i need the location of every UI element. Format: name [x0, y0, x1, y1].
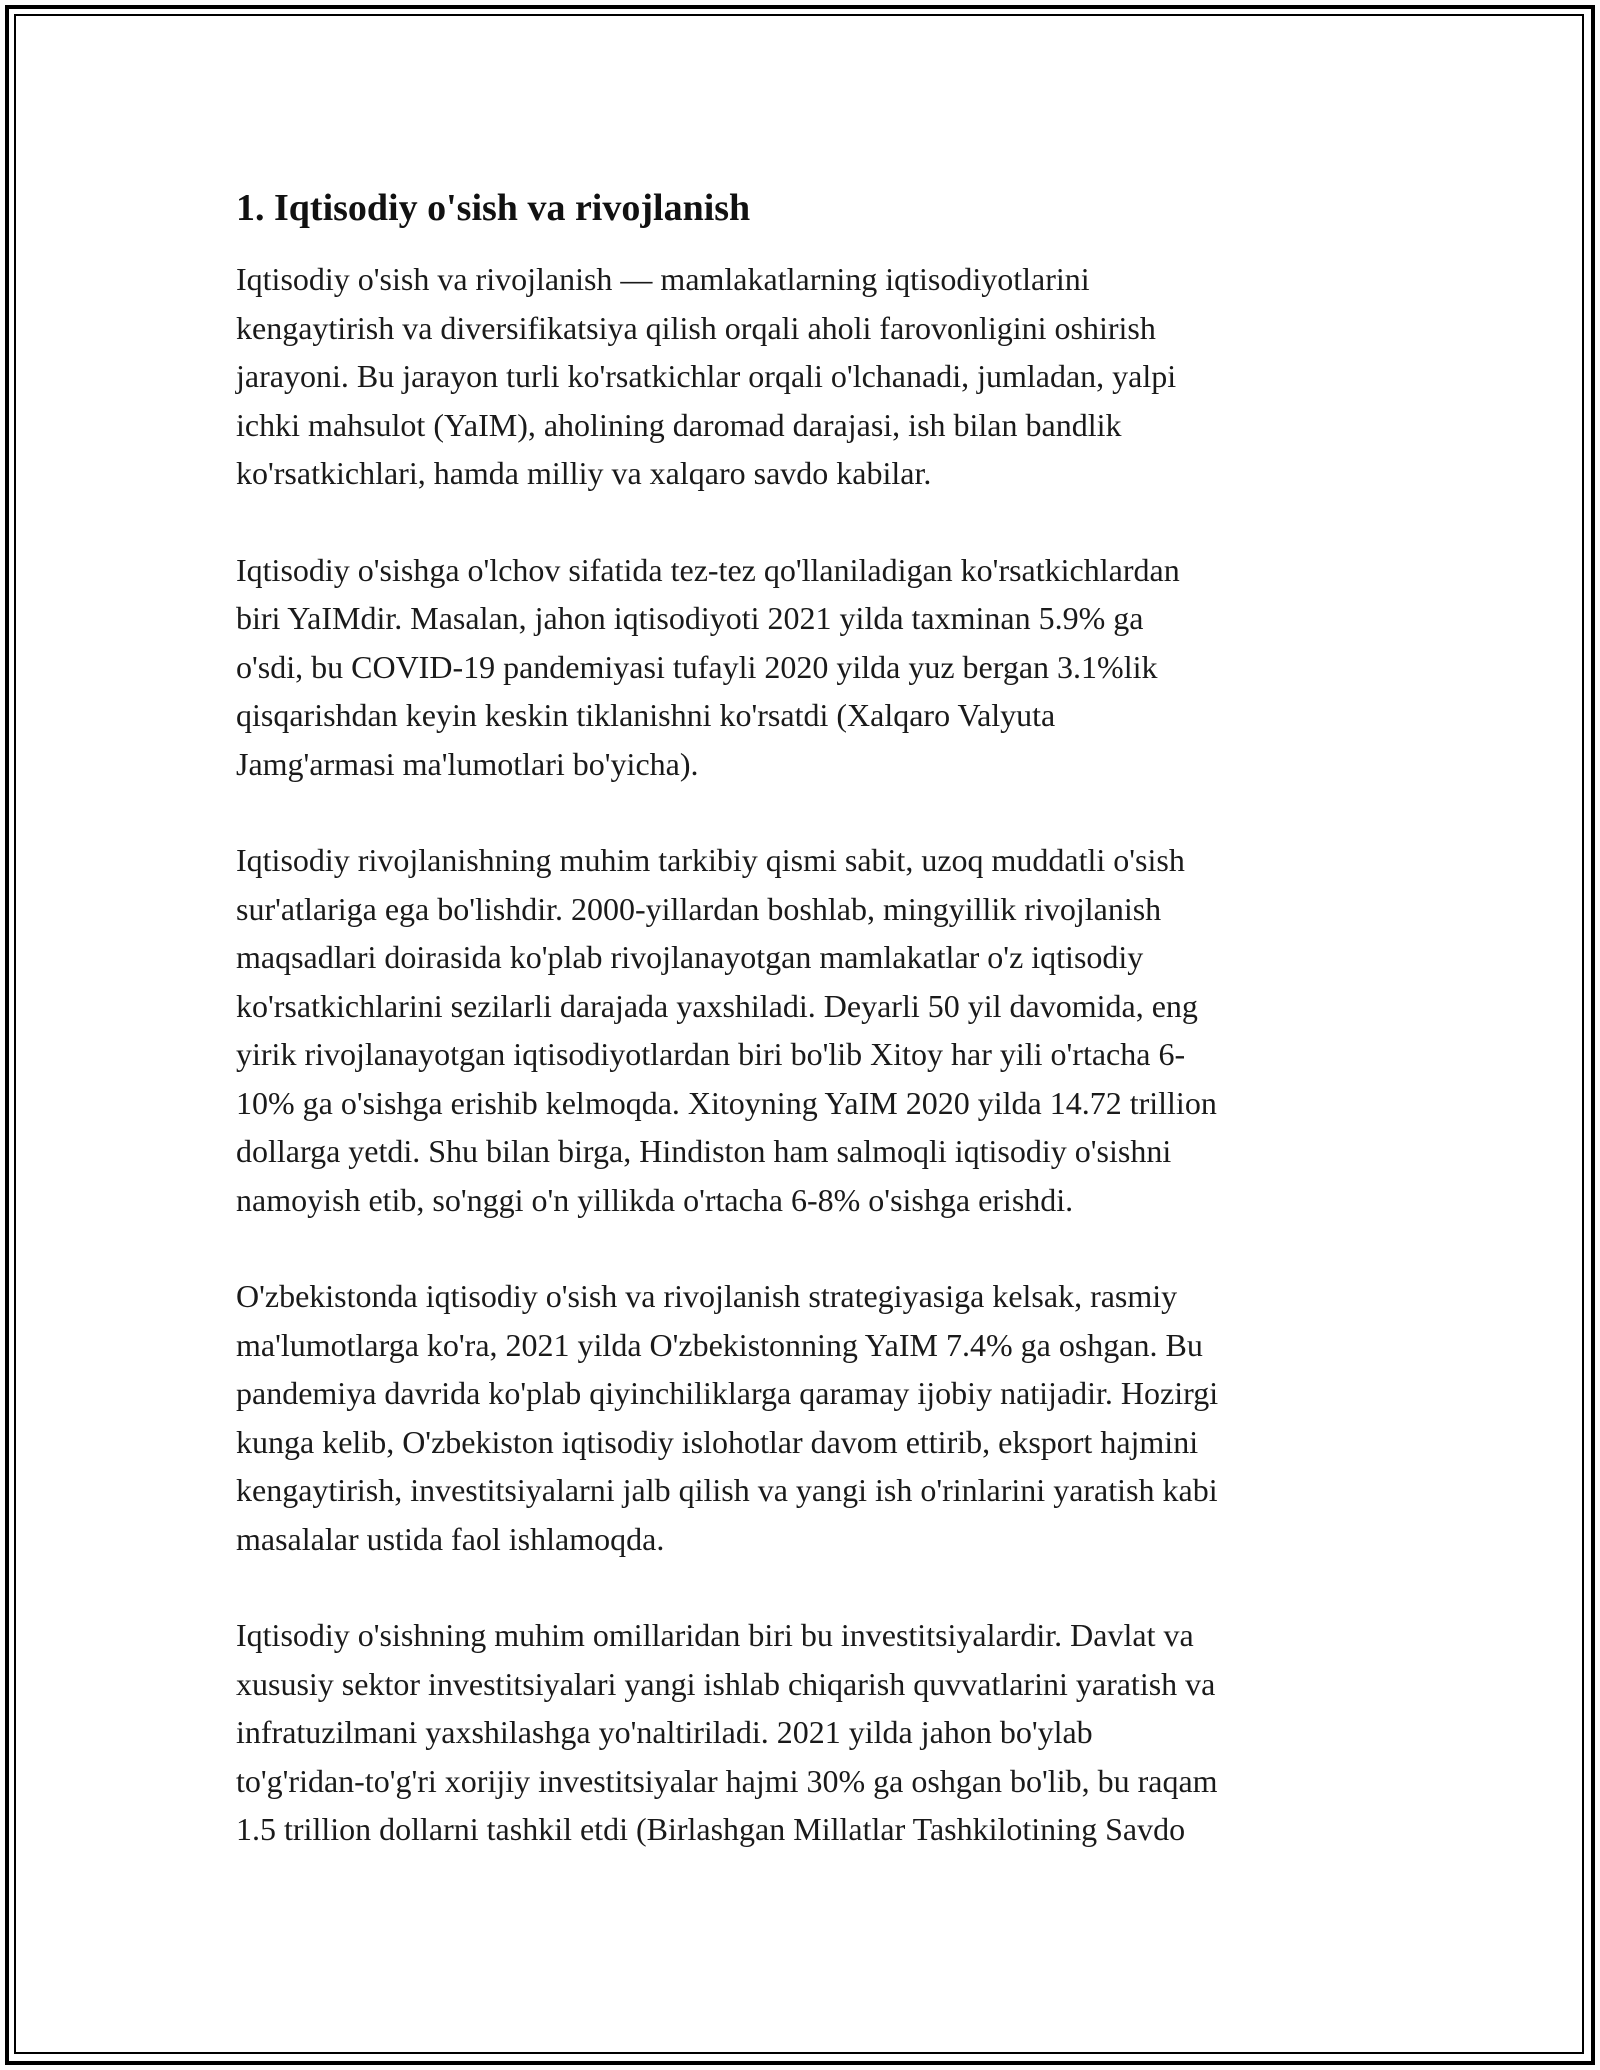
text-line: jarayoni. Bu jarayon turli ko'rsatkichlar orqali o'lchanadi, jumladan, yalpi — [236, 358, 1177, 394]
text-line: yirik rivojlanayotgan iqtisodiyotlardan biri bo'lib Xitoy har yili o'rtacha 6- — [236, 1036, 1186, 1072]
text-line: biri YaIMdir. Masalan, jahon iqtisodiyoti 2021 yilda taxminan 5.9% ga — [236, 600, 1144, 636]
paragraph-2 — [236, 546, 1366, 789]
paragraph-1 — [236, 255, 1366, 498]
text-line: qisqarishdan keyin keskin tiklanishni ko'rsatdi (Xalqaro Valyuta — [236, 697, 1056, 733]
paragraph-4 — [236, 1272, 1366, 1563]
text-line: dollarga yetdi. Shu bilan birga, Hindiston ham salmoqli iqtisodiy o'sishni — [236, 1133, 1172, 1169]
text-line: maqsadlari doirasida ko'plab rivojlanayotgan mamlakatlar o'z iqtisodiy — [236, 939, 1144, 975]
paragraph-3 — [236, 836, 1366, 1224]
text-line: namoyish etib, so'nggi o'n yillikda o'rtacha 6-8% o'sishga erishdi. — [236, 1181, 1074, 1218]
paragraph-5 — [236, 1611, 1366, 1854]
text-line: Iqtisodiy o'sishning muhim omillaridan biri bu investitsiyalardir. Davlat va — [236, 1617, 1194, 1653]
text-line: masalalar ustida faol ishlamoqda. — [236, 1520, 665, 1557]
text-line: Iqtisodiy o'sishga o'lchov sifatida tez-tez qo'llaniladigan ko'rsatkichlardan — [236, 551, 1180, 588]
text-line: kengaytirish, investitsiyalarni jalb qilish va yangi ish o'rinlarini yaratish kabi — [236, 1472, 1218, 1508]
text-line: Iqtisodiy o'sish va rivojlanish — mamlakatlarning iqtisodiyotlarini — [236, 261, 1090, 297]
text-line: ma'lumotlarga ko'ra, 2021 yilda O'zbekistonning YaIM 7.4% ga oshgan. Bu — [236, 1326, 1203, 1363]
text-line: o'sdi, bu COVID-19 pandemiyasi tufayli 2020 yilda yuz bergan 3.1%lik — [236, 648, 1158, 685]
text-line: kunga kelib, O'zbekiston iqtisodiy islohotlar davom ettirib, eksport hajmini — [236, 1423, 1199, 1460]
text-line: 1.5 trillion dollarni tashkil etdi (Birlashgan Millatlar Tashkilotining Savdo — [236, 1811, 1186, 1847]
text-line: pandemiya davrida ko'plab qiyinchiliklarga qaramay ijobiy natijadir. Hozirgi — [236, 1375, 1219, 1411]
text-line: 10% ga o'sishga erishib kelmoqda. Xitoyning YaIM 2020 yilda 14.72 trillion — [236, 1084, 1217, 1121]
text-line: Iqtisodiy rivojlanishning muhim tarkibiy qismi sabit, uzoq muddatli o'sish — [236, 842, 1185, 878]
text-line: ichki mahsulot (YaIM), aholining daromad darajasi, ish bilan bandlik — [236, 406, 1122, 443]
text-line: ko'rsatkichlari, hamda milliy va xalqaro savdo kabilar. — [236, 455, 932, 491]
section-heading: 1. Iqtisodiy o'sish va rivojlanish — [236, 187, 751, 229]
text-line: infratuzilmani yaxshilashga yo'naltiriladi. 2021 yilda jahon bo'ylab — [236, 1714, 1093, 1750]
text-line: Jamg'armasi ma'lumotlari bo'yicha). — [236, 745, 699, 782]
text-line: kengaytirish va diversifikatsiya qilish orqali aholi farovonligini oshirish — [236, 309, 1156, 346]
text-line: ko'rsatkichlarini sezilarli darajada yaxshiladi. Deyarli 50 yil davomida, eng — [236, 987, 1198, 1024]
text-line: xususiy sektor investitsiyalari yangi ishlab chiqarish quvvatlarini yaratish va — [236, 1665, 1216, 1702]
text-line: O'zbekistonda iqtisodiy o'sish va rivojlanish strategiyasiga kelsak, rasmiy — [236, 1278, 1178, 1314]
text-line: to'g'ridan-to'g'ri xorijiy investitsiyalar hajmi 30% ga oshgan bo'lib, bu raqam — [236, 1762, 1218, 1799]
document-body — [236, 185, 1366, 1854]
text-line: sur'atlariga ega bo'lishdir. 2000-yillardan boshlab, mingyillik rivojlanish — [236, 890, 1162, 927]
